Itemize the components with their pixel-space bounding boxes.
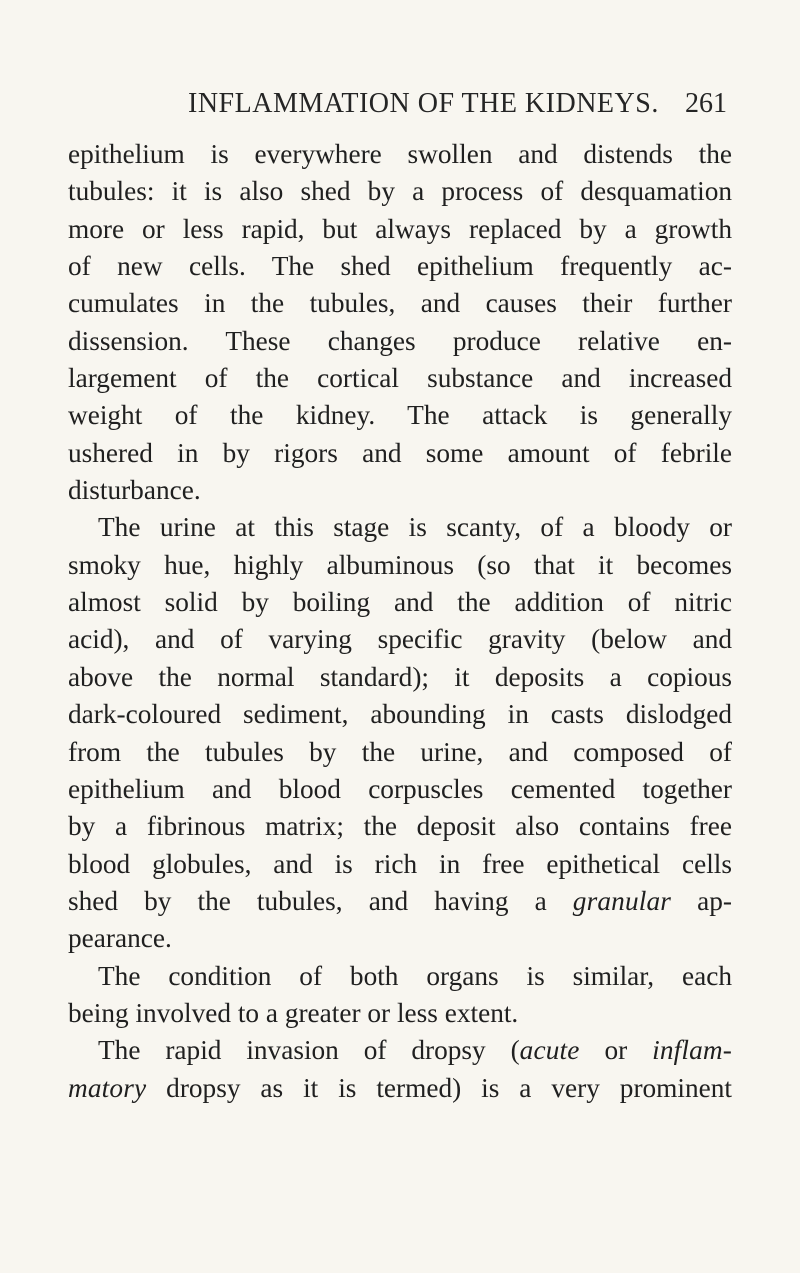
text-segment: shed by the tubules, and having a: [68, 885, 573, 916]
text-line: blood globules, and is rich in free epithetical cells: [68, 848, 732, 879]
text-line: being involved to a greater or less extent.: [68, 997, 519, 1028]
text-line: ushered in by rigors and some amount of febrile: [68, 437, 732, 468]
page-number: 261: [685, 88, 727, 119]
text-line: [68, 1032, 732, 1069]
text-line: disturbance.: [68, 475, 201, 506]
text-segment: ap-: [671, 885, 733, 916]
text-line: dissension. These changes produce relative en-: [68, 325, 732, 356]
text-line: of new cells. The shed epithelium frequently ac-: [68, 251, 732, 282]
text-line: The urine at this stage is scanty, of a bloody or: [98, 512, 732, 543]
italic-term: granular: [572, 885, 672, 916]
text-line: largement of the cortical substance and increased: [68, 363, 732, 394]
text-line: epithelium is everywhere swollen and distends the: [68, 139, 732, 169]
text-line: pearance.: [68, 923, 172, 954]
running-head: INFLAMMATION OF THE KIDNEYS.: [188, 88, 659, 119]
text-line: epithelium and blood corpuscles cemented together: [68, 773, 732, 804]
text-segment: The rapid invasion of dropsy: [98, 1035, 486, 1066]
text-line: [68, 1070, 732, 1107]
text-line: dark-coloured sediment, abounding in casts dislodged: [68, 699, 732, 730]
text-segment: dropsy as it is termed) is a very prominent: [146, 1072, 732, 1103]
text-line: from the tubules by the urine, and composed of: [68, 736, 732, 767]
page-header: [68, 90, 727, 130]
text-line: cumulates in the tubules, and causes their further: [68, 288, 732, 319]
text-line: by a fibrinous matrix; the deposit also contains free: [68, 811, 732, 842]
text-line: weight of the kidney. The attack is generally: [68, 400, 732, 431]
text-line: The condition of both organs is similar, each: [98, 960, 732, 991]
body-text: [68, 136, 732, 1246]
text-line: almost solid by boiling and the addition of nitric: [68, 587, 732, 618]
text-segment: (: [510, 1035, 520, 1066]
text-line: [68, 883, 732, 920]
italic-term: matory: [68, 1072, 147, 1103]
text-line: smoky hue, highly albuminous (so that it becomes: [68, 549, 732, 580]
text-line: more or less rapid, but always replaced by a growth: [68, 213, 732, 244]
text-segment: or: [579, 1035, 653, 1066]
italic-term: acute: [519, 1035, 580, 1066]
text-line: tubules: it is also shed by a process of desquamation: [68, 176, 732, 207]
text-line: above the normal standard); it deposits a copious: [68, 661, 732, 692]
text-line: acid), and of varying specific gravity (below and: [68, 624, 732, 655]
italic-term: inflam-: [652, 1035, 732, 1066]
